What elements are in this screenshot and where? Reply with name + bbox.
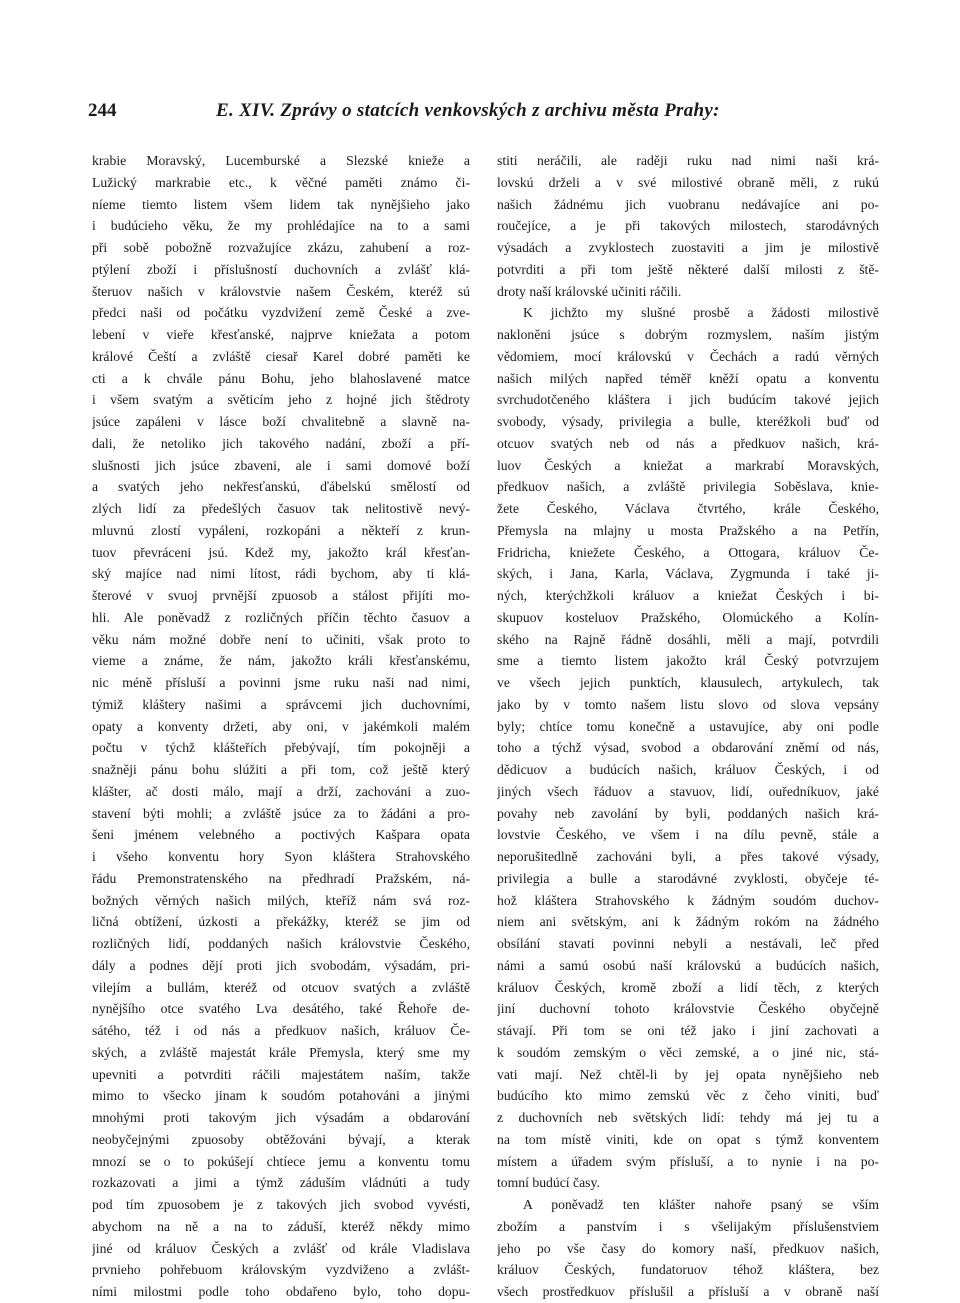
right-column-text-line: dědicuov a budúcích našich, králuov Českých, i od xyxy=(497,762,879,777)
right-column-text-line: na tom místě viniti, kde on opat s týmž konventem xyxy=(497,1131,879,1147)
right-column-text-line: stávají. Při tom se oni též jako i jiní zachovati a xyxy=(497,1023,879,1038)
left-column-text-line: řádu Premonstratenského na předhradí Pražském, ná- xyxy=(92,870,470,886)
running-title: E. XIV. Zprávy o statcích venkovských z archivu města Prahy: xyxy=(216,100,720,121)
left-column-text-line: i budúcieho věku, že my prohlédajíce na to a sami xyxy=(92,218,470,234)
right-column-text-line: našich milých napřed téměř kněží opatu a konventu xyxy=(497,370,879,386)
left-column-text-line: neobyčejnými zpuosoby obtěžováni bývají, a kterak xyxy=(92,1131,470,1147)
right-column-text-line: potvrditi a při tom ještě některé další milosti z ště- xyxy=(497,261,879,277)
right-column-text-line: skupuov kosteluov Pražského, Olomúckého a Kolín- xyxy=(497,609,879,625)
left-column-text-line: rozkazovati a jimi a týmž záduším vládnúti a tudy xyxy=(92,1175,470,1191)
right-column-text-line: jeho po vše časy do komory naší, předkuov našich, xyxy=(497,1240,879,1256)
left-column-text-line: stavení býti mohli; a zvláště jsúce za to žádáni a pro- xyxy=(92,805,470,821)
right-column-text-line: ných, kterýchžkoli králuov a kniežat Českých i bi- xyxy=(497,588,879,603)
right-column-text-line: A poněvadž ten klášter nahoře psaný se vším xyxy=(523,1197,879,1212)
right-column-text-line: lovskú drželi a v své milostivé obraně měli, z rukú xyxy=(497,174,879,190)
left-text-column xyxy=(92,150,470,1303)
left-column-text-line: mnozí se o to pokúšejí chtíece jemu a konventu tomu xyxy=(92,1153,470,1169)
left-column-text-line: šeni jménem velebného a poctivých Kašpara opata xyxy=(92,827,470,843)
left-column-text-line: počtu v týchž klášteřích přebývají, tím pokojněji a xyxy=(92,740,470,756)
left-column-text-line: šterové v svuoj prvnější zpuosob a stálost přijíti mo- xyxy=(92,588,470,603)
right-column-text-line: byly; chtíce tomu konečně a ustavujíce, aby oni podle xyxy=(497,718,879,734)
left-column-text-line: upevniti a potvrditi ráčili majestátem naším, takže xyxy=(92,1066,470,1082)
left-column-text-line: nic méně přísluší a povinni jsme ruku naši nad nimi, xyxy=(92,675,470,690)
right-column-text-line: obsílání stavati povinni nebyli a nestávali, leč před xyxy=(497,936,879,951)
left-column-text-line: ský majíce nad nimi lítost, rádi bychom, aby ti klá- xyxy=(92,566,470,582)
left-column-text-line: ských, a zvláště majestát krále Přemysla, který sme my xyxy=(92,1044,470,1060)
left-column-text-line: krabie Moravský, Lucemburské a Slezské knieže a xyxy=(92,153,470,168)
left-column-text-line: šteruov našich v královstvie našem Českém, kteréž sú xyxy=(92,283,470,299)
right-column-text-line: tomní budúcí časy. xyxy=(497,1175,600,1191)
left-column-text-line: jiné od králuov Českých a zvlášť od krále Vladislava xyxy=(92,1240,470,1256)
right-column-text-line: otcuov svatých neb od nás a předkuov našich, krá- xyxy=(497,435,879,451)
right-column-text-line: králuov Českých, kromě zboží a lidí těch, z kterých xyxy=(497,979,879,995)
left-column-text-line: tuov převráceni jsú. Kdež my, jakožto král křesťan- xyxy=(92,544,470,560)
left-column-text-line: týmiž kláštery našimi a správcemi jich duchovními, xyxy=(92,696,470,712)
right-column-text-line: toho a týchž výsad, svobod a obdarování zněmí od nás, xyxy=(497,740,879,756)
right-column-text-line: budúcího kto mimo zemskú věc z čeho viniti, buď xyxy=(497,1088,879,1104)
left-column-text-line: při sobě pobožně rozvažujíce zkázu, zahubení a roz- xyxy=(92,240,470,255)
right-column-text-line: králuov Českých, fundatoruov téhož kláštera, bez xyxy=(497,1262,879,1278)
left-column-text-line: mnohými proti takovým jich výsadám a obdarování xyxy=(92,1110,470,1125)
left-column-text-line: králové Čeští a zvláště ciesař Karel dobré paměti ke xyxy=(92,348,470,364)
right-column-text-line: jiných všech řáduov a stavuov, lidí, ouředníkuov, jaké xyxy=(497,783,879,799)
right-column-text-line: svrchudotčeného kláštera i jich budúcím takové jejich xyxy=(497,392,879,408)
right-column-text-line: výsadách a zvyklostech zuostaviti a jim je milostivě xyxy=(497,240,879,255)
right-column-text-line: žete Českého, Václava čtvrtého, krále Českého, xyxy=(497,501,879,516)
left-column-text-line: hli. Ale poněvadž z rozličných příčin těchto časuov a xyxy=(92,609,470,625)
left-column-text-line: dály a podnes dějí proti jich svobodám, výsadám, pri- xyxy=(92,957,470,973)
right-column-text-line: roučejíce, a je při takových milostech, starodávných xyxy=(497,218,879,234)
left-column-text-line: slušnosti jich jsúce zbaveni, ale i sami domové boží xyxy=(92,457,470,473)
right-column-text-line: privilegia a bulle a starodávné zvyklosti, obyčeje té- xyxy=(497,870,879,886)
right-column-text-line: stiti neráčili, ale raději ruku nad nimi naši krá- xyxy=(497,153,879,168)
left-column-text-line: rozličných lidí, poddaných našich královstvie Českého, xyxy=(92,936,470,951)
left-column-text-line: mimo to všecko jinam k soudóm potahováni a jinými xyxy=(92,1088,470,1104)
left-column-text-line: zlých lidí za předešlých časuov tak nelitostivě nevý- xyxy=(92,501,470,516)
right-column-text-line: předkuov našich, a zvláště privilegia Soběslava, knie- xyxy=(497,479,879,495)
left-column-text-line: pod tím zpuosobem je z takových jich svobod vyvésti, xyxy=(92,1197,470,1212)
left-column-text-line: opaty a konventy držeti, aby oni, v jakémkoli malém xyxy=(92,718,470,734)
left-column-text-line: cti a k chvále pánu Bohu, jeho blahoslavené matce xyxy=(92,370,470,386)
left-column-text-line: ními milostmi podle toho obdařeno bylo, toho dopu- xyxy=(92,1284,470,1299)
left-column-text-line: a svatých jeho nekřesťanskú, ďábelskú smělostí od xyxy=(92,479,470,495)
right-column-text-line: našich žádnému jich vuobranu nedávajíce ani po- xyxy=(497,196,879,212)
left-column-text-line: i všeho konventu hory Syon kláštera Strahovského xyxy=(92,849,470,864)
right-column-text-line: místem a úřadem svým přísluší, a to nynie i na po- xyxy=(497,1153,879,1169)
left-column-text-line: předci naši od počátku vyzdvižení země České a zve- xyxy=(92,305,470,321)
right-column-text-line: jiní duchovní tohoto královstvie Českého obyčejně xyxy=(497,1001,879,1017)
left-column-text-line: klášter, ač dosti málo, mají a drží, zachováni a zuo- xyxy=(92,783,470,799)
right-column-text-line: ských, i Jana, Karla, Václava, Zygmunda i také ji- xyxy=(497,566,879,582)
right-column-text-line: vati mají. Než chtěl-li by jej opata nynějšieho neb xyxy=(497,1066,879,1082)
left-column-text-line: mluvnú zlostí vypáleni, rozkopáni a někteří z krun- xyxy=(92,522,470,538)
right-column-text-line: hož kláštera Strahovského k žádným soudóm duchov- xyxy=(497,892,879,908)
left-column-text-line: lebení v vieře křesťanské, najprve kniežata a potom xyxy=(92,327,470,342)
left-column-text-line: nynějšího otce svatého Lva desátého, také Řehoře de- xyxy=(92,1001,470,1017)
right-column-text-line: ve všech jejich punktích, klausulech, artykulech, tak xyxy=(497,675,879,690)
left-column-text-line: níeme tiemto listem všem lidem tak nynějšieho jako xyxy=(92,196,470,212)
right-column-text-line: sme a tiemto listem jakožto král Český potvrzujem xyxy=(497,653,879,669)
right-column-text-line: nakloněni jsúce s dobrým rozmyslem, naším jistým xyxy=(497,327,879,342)
right-column-text-line: niem ani světským, ani k žádným rokóm na žádného xyxy=(497,914,879,930)
right-column-text-line: všech prostředkuov příslušil a přísluší a v obraně naší xyxy=(497,1284,879,1299)
right-column-text-line: droty naší královské učiniti ráčili. xyxy=(497,283,682,299)
right-column-text-line: neporušitedlně zachováni byli, a přes takové výsady, xyxy=(497,849,879,864)
right-column-text-line: vědomiem, mocí královskú v Čechách a radú věrných xyxy=(497,348,879,364)
right-column-text-line: zbožím a panstvím i s všelijakým příslušenstviem xyxy=(497,1218,879,1234)
right-column-text-line: z duchovních neb světských lidí: tehdy má jej tu a xyxy=(497,1110,879,1125)
right-column-text-line: Přemysla na mlajny u mosta Pražského a na Petřín, xyxy=(497,522,879,538)
left-column-text-line: abychom na ně a na to záduší, kteréž někdy mimo xyxy=(92,1218,470,1234)
right-column-text-line: ského na Rajně řádně dosáhli, měli a mají, potvrdili xyxy=(497,631,879,647)
right-column-text-line: svobody, výsady, privilegia a bulle, kteréžkoli buď od xyxy=(497,414,879,429)
right-column-text-line: jako by v tomto našem listu slovo od slova vepsány xyxy=(497,696,879,712)
left-column-text-line: božných věrných našich milých, kteříž nám svá roz- xyxy=(92,892,470,908)
left-column-text-line: jsúce zapáleni v lásce boží chvalitebně a slavně na- xyxy=(92,414,470,429)
right-text-column xyxy=(497,150,879,1303)
left-column-text-line: Lužický markrabie etc., k věčné paměti známo či- xyxy=(92,174,470,190)
left-column-text-line: vilejím a bullám, kteréž od otcuov svatých a zvláště xyxy=(92,979,470,995)
left-column-text-line: sátého, též i od nás a předkuov našich, králuov Če- xyxy=(92,1023,470,1038)
right-column-text-line: k soudóm zemským o věci zemské, a o jiné nic, stá- xyxy=(497,1044,879,1060)
left-column-text-line: snažněji pánu bohu slúžiti a při tom, což ještě který xyxy=(92,762,470,777)
left-column-text-line: ptýlení zboží i příslušností duchovních a zvlášť klá- xyxy=(92,261,470,277)
left-column-text-line: dali, že netoliko jich takového nadání, zboží a pří- xyxy=(92,435,470,451)
right-column-text-line: luov Českých a kniežat a markrabí Moravských, xyxy=(497,457,879,473)
left-column-text-line: prvnieho pohřebuom královským vyzdviženo a zvlášt- xyxy=(92,1262,470,1278)
right-column-text-line: K jichžto my slušné prosbě a žádosti milostivě xyxy=(523,305,879,321)
left-column-text-line: vieme a známe, že nám, jakožto králi křesťanskému, xyxy=(92,653,470,669)
right-column-text-line: povahy neb zavolání by byli, poddaných našich krá- xyxy=(497,805,879,821)
page-number: 244 xyxy=(88,100,117,121)
left-column-text-line: i všem svatým a světicím jeho z hojné jich štědroty xyxy=(92,392,470,408)
right-column-text-line: námi a samú osobú naší královskú a budúcích našich, xyxy=(497,957,879,973)
left-column-text-line: věku nám možné dobře není to učiniti, však proto to xyxy=(92,631,470,647)
left-column-text-line: ličná obtížení, úzkosti a překážky, kteréž se jim od xyxy=(92,914,470,930)
page-header xyxy=(88,100,878,130)
right-column-text-line: Fridricha, kniežete Českého, a Ottogara, králuov Če- xyxy=(497,544,879,560)
right-column-text-line: lovstvie Českého, ve všem i na dílu pevně, stále a xyxy=(497,827,879,843)
